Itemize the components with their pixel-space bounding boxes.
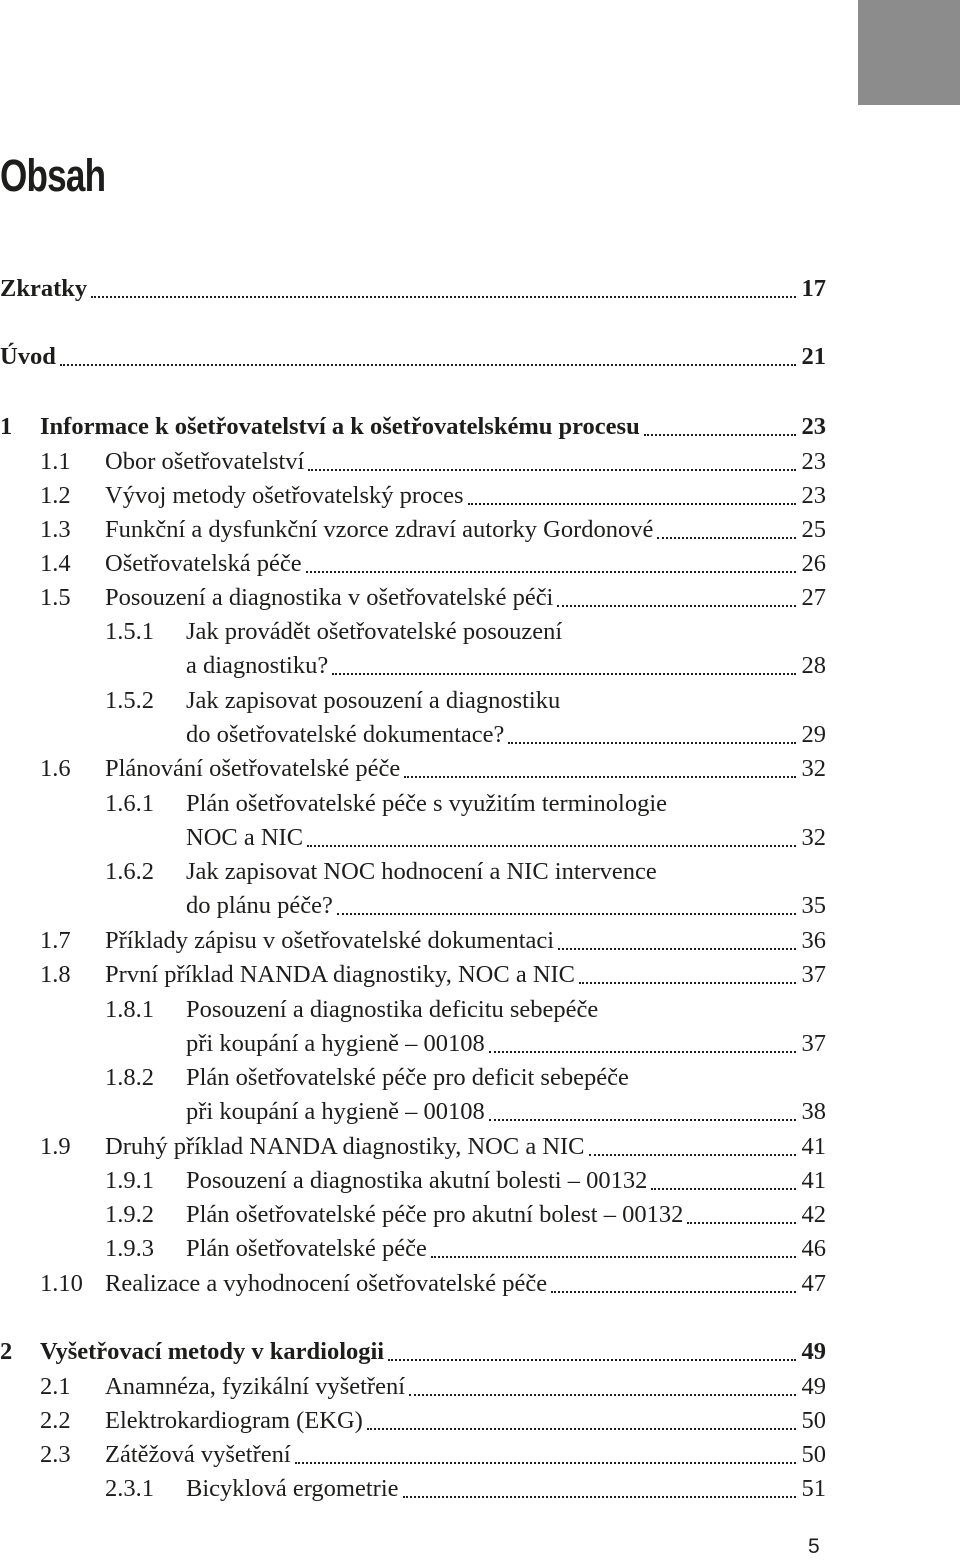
- toc-entry-1-4[interactable]: [105, 547, 826, 581]
- toc-entry-number: 1.6.2: [105, 858, 154, 885]
- toc-entry-title: Posouzení a diagnostika v ošetřovatelské péči: [105, 584, 554, 611]
- page-title: Obsah: [0, 150, 106, 201]
- toc-entry-title-continued: do ošetřovatelské dokumentace?: [186, 721, 505, 748]
- toc-entry-1-6[interactable]: [105, 752, 826, 786]
- toc-entry-number: 1.6.1: [105, 790, 154, 817]
- toc-entry-title: Plán ošetřovatelské péče s využitím terminologie: [186, 790, 668, 817]
- toc-entry-title: Plán ošetřovatelské péče pro akutní bolest – 00132: [186, 1201, 684, 1228]
- toc-entry-1-9-2[interactable]: [186, 1198, 826, 1232]
- toc-entry-title: Ošetřovatelská péče: [105, 550, 302, 577]
- toc-entry-1-8-2[interactable]: [186, 1095, 826, 1129]
- dot-leader: [589, 1154, 796, 1156]
- toc-entry-page: 41: [801, 1133, 826, 1160]
- toc-entry-number: 1.3: [40, 516, 71, 543]
- dot-leader: [431, 1256, 796, 1258]
- toc-entry-number: 1.5.1: [105, 618, 154, 645]
- toc-entry-page: 28: [801, 652, 826, 679]
- toc-entry-number: 1.9.2: [105, 1201, 154, 1228]
- toc-entry-2-3[interactable]: [105, 1438, 826, 1472]
- dot-leader: [651, 1188, 795, 1190]
- dot-leader: [409, 1394, 795, 1396]
- toc-entry-title: Funkční a dysfunkční vzorce zdraví autorky Gordonové: [105, 516, 654, 543]
- toc-entry-number: 1.4: [40, 550, 71, 577]
- toc-entry-title: Úvod: [0, 343, 56, 370]
- toc-entry-title: Vývoj metody ošetřovatelský proces: [105, 482, 464, 509]
- toc-entry-page: 32: [801, 824, 826, 851]
- toc-entry-title: Bicyklová ergometrie: [186, 1475, 399, 1502]
- toc-entry-page: 49: [801, 1338, 826, 1365]
- toc-entry-number: 2.3: [40, 1441, 71, 1468]
- dot-leader: [489, 1051, 796, 1053]
- dot-leader: [367, 1428, 796, 1430]
- dot-leader: [337, 913, 796, 915]
- dot-leader: [489, 1119, 796, 1121]
- dot-leader: [551, 1291, 795, 1293]
- toc-entry-page: 26: [801, 550, 826, 577]
- toc-entry-number: 1.6: [40, 755, 71, 782]
- dot-leader: [687, 1222, 795, 1224]
- toc-entry-title: První příklad NANDA diagnostiky, NOC a NIC: [105, 961, 576, 988]
- toc-entry-number: 2.1: [40, 1373, 71, 1400]
- toc-entry-title-continued: a diagnostiku?: [186, 652, 329, 679]
- dot-leader: [306, 571, 796, 573]
- toc-entry-title: Vyšetřovací metody v kardiologii: [40, 1338, 385, 1365]
- toc-entry-page: 29: [801, 721, 826, 748]
- toc-entry-page: 23: [801, 413, 826, 440]
- toc-entry-title-continued: při koupání a hygieně – 00108: [186, 1098, 485, 1125]
- toc-entry-1-5-2[interactable]: [186, 718, 826, 752]
- dot-leader: [388, 1359, 795, 1361]
- toc-entry-page: 25: [801, 516, 826, 543]
- dot-leader: [332, 673, 795, 675]
- toc-entry-page: 38: [801, 1098, 826, 1125]
- toc-entry-title: Obor ošetřovatelství: [105, 448, 305, 475]
- toc-entry-number: 1.10: [40, 1270, 83, 1297]
- toc-entry-title: Příklady zápisu v ošetřovatelské dokumentaci: [105, 927, 555, 954]
- toc-entry-page: 17: [801, 275, 826, 302]
- toc-entry-number: 1.2: [40, 482, 71, 509]
- toc-entry-1-8[interactable]: [105, 958, 826, 992]
- toc-entry-1-8-1[interactable]: [186, 1027, 826, 1061]
- dot-leader: [558, 948, 795, 950]
- toc-entry-title-continued: do plánu péče?: [186, 892, 333, 919]
- toc-entry-page: 46: [801, 1235, 826, 1262]
- toc-entry-number: 1.9.1: [105, 1167, 154, 1194]
- dot-leader: [644, 434, 796, 436]
- toc-entry-page: 41: [801, 1167, 826, 1194]
- toc-entry-page: 50: [801, 1441, 826, 1468]
- toc-entry-number: 1.7: [40, 927, 71, 954]
- toc-entry-1-2[interactable]: [105, 479, 826, 513]
- dot-leader: [403, 1496, 796, 1498]
- toc-entry-1-3[interactable]: [105, 513, 826, 547]
- toc-entry-number: 1.9: [40, 1133, 71, 1160]
- toc-entry-title: Zátěžová vyšetření: [105, 1441, 291, 1468]
- toc-entry-number: 1.8.1: [105, 996, 154, 1023]
- toc-entry-page: 50: [801, 1407, 826, 1434]
- toc-entry-number: 1.9.3: [105, 1235, 154, 1262]
- toc-entry-page: 23: [801, 482, 826, 509]
- dot-leader: [657, 537, 795, 539]
- toc-entry-page: 37: [801, 1030, 826, 1057]
- toc-entry-number: 1.8.2: [105, 1064, 154, 1091]
- toc-entry-1[interactable]: [40, 410, 826, 444]
- toc-entry-title: Plánování ošetřovatelské péče: [105, 755, 401, 782]
- dot-leader: [60, 364, 796, 366]
- toc-entry-title: Zkratky: [0, 275, 88, 302]
- toc-entry-number: 1.1: [40, 448, 71, 475]
- toc-entry-title: Plán ošetřovatelské péče pro deficit sebepéče: [186, 1064, 629, 1091]
- toc-entry-page: 21: [801, 343, 826, 370]
- toc-entry-title-continued: při koupání a hygieně – 00108: [186, 1030, 485, 1057]
- toc-entry-number: 2: [0, 1338, 13, 1365]
- toc-entry-1-9-1[interactable]: [186, 1164, 826, 1198]
- dot-leader: [404, 776, 795, 778]
- dot-leader: [579, 982, 795, 984]
- dot-leader: [508, 742, 795, 744]
- toc-entry-title: Jak provádět ošetřovatelské posouzení: [186, 618, 563, 645]
- toc-entry-1-6-2[interactable]: [186, 889, 826, 923]
- toc-entry-number: 1.5.2: [105, 687, 154, 714]
- toc-entry-number: 2.2: [40, 1407, 71, 1434]
- dot-leader: [308, 469, 795, 471]
- page-number: 5: [808, 1535, 820, 1558]
- toc-entry-title-continued: NOC a NIC: [186, 824, 304, 851]
- toc-entry-2-3-1[interactable]: [186, 1472, 826, 1506]
- toc-entry-title: Druhý příklad NANDA diagnostiky, NOC a NIC: [105, 1133, 585, 1160]
- toc-entry-1-5[interactable]: [105, 581, 826, 615]
- toc-entry-1-9-3[interactable]: [186, 1232, 826, 1266]
- toc-entry-page: 27: [801, 584, 826, 611]
- toc-entry-title: Elektrokardiogram (EKG): [105, 1407, 363, 1434]
- toc-entry-title: Jak zapisovat NOC hodnocení a NIC intervence: [186, 858, 657, 885]
- dot-leader: [307, 845, 795, 847]
- toc-entry-number: 1.5: [40, 584, 71, 611]
- toc-entry-number: 1: [0, 413, 13, 440]
- toc-entry-2-1[interactable]: [105, 1370, 826, 1404]
- toc-entry-title: Informace k ošetřovatelství a k ošetřovatelskému procesu: [40, 413, 640, 440]
- toc-entry-zkratky[interactable]: [0, 272, 826, 306]
- toc-entry-1-6-1[interactable]: [186, 821, 826, 855]
- toc-entry-1-5-1[interactable]: [186, 649, 826, 683]
- toc-entry-page: 32: [801, 755, 826, 782]
- toc-entry-page: 51: [801, 1475, 826, 1502]
- dot-leader: [91, 296, 795, 298]
- toc-entry-number: 2.3.1: [105, 1475, 154, 1502]
- toc-entry-title: Anamnéza, fyzikální vyšetření: [105, 1373, 406, 1400]
- toc-entry-2-2[interactable]: [105, 1404, 826, 1438]
- toc-entry-uvod[interactable]: [0, 340, 826, 374]
- toc-entry-2[interactable]: [40, 1335, 826, 1369]
- toc-entry-page: 23: [801, 448, 826, 475]
- toc-entry-page: 42: [801, 1201, 826, 1228]
- toc-entry-title: Jak zapisovat posouzení a diagnostiku: [186, 687, 561, 714]
- toc-entry-title: Realizace a vyhodnocení ošetřovatelské péče: [105, 1270, 548, 1297]
- toc-entry-page: 37: [801, 961, 826, 988]
- toc-entry-title: Posouzení a diagnostika akutní bolesti – 00132: [186, 1167, 648, 1194]
- toc-entry-1-9[interactable]: [105, 1130, 826, 1164]
- dot-leader: [295, 1462, 796, 1464]
- toc-entry-title: Plán ošetřovatelské péče: [186, 1235, 427, 1262]
- dot-leader: [468, 503, 796, 505]
- toc-entry-page: 49: [801, 1373, 826, 1400]
- toc-entry-title: Posouzení a diagnostika deficitu sebepéče: [186, 996, 599, 1023]
- toc-entry-page: 47: [801, 1270, 826, 1297]
- toc-entry-1-7[interactable]: [105, 924, 826, 958]
- toc-entry-page: 35: [801, 892, 826, 919]
- dot-leader: [557, 605, 795, 607]
- toc-entry-1-10[interactable]: [105, 1267, 826, 1301]
- toc-entry-1-1[interactable]: [105, 445, 826, 479]
- toc-entry-number: 1.8: [40, 961, 71, 988]
- toc-entry-page: 36: [801, 927, 826, 954]
